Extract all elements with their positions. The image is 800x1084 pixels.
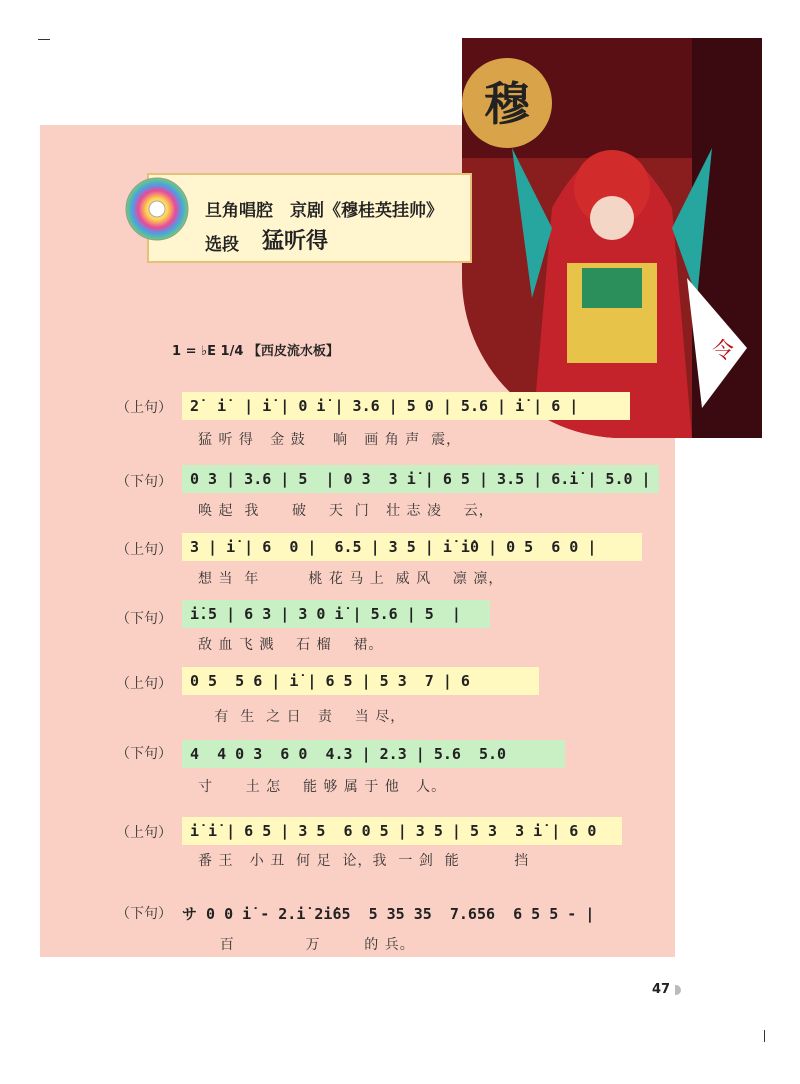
row-label: （下句） [116,746,172,762]
lyric-line: 寸 土 怎 能 够 属 于 他 人。 [198,779,447,795]
row-label: （上句） [116,400,172,416]
notation-bar: 3 | i̇ | 6 0 | 6.5 | 3 5 | i̇ i̇0 | 0 5 6 0 | [182,533,642,561]
lyric-line: 百 万 的 兵。 [198,937,415,953]
crop-mark [764,1030,765,1042]
opera-photo [462,38,762,438]
lyric-line: 有 生 之 日 责 当 尽， [198,709,406,725]
lyric-line: 唤 起 我 破 天 门 壮 志 凌 云， [198,503,494,519]
notation-bar: i̇ i̇ | 6 5 | 3 5 6 0 5 | 3 5 | 5 3 3 i̇ | 6 0 [182,817,622,845]
notation-bar: i̇.5 | 6 3 | 3 0 i̇ | 5.6 | 5 | [182,600,490,628]
key-signature: 1 = ♭E 1/4 【西皮流水板】 [172,344,339,359]
notation-bar: サ 0 0 i̇ - 2.i̇ 2i̇65 5 35 35 7.656 6 5 5 - | [182,905,595,923]
page-tab-icon [675,985,681,995]
title-prefix: 选段 [205,235,239,255]
notation-bar: 2̇ i̇ | i̇ | 0 i̇ | 3.6 | 5 0 | 5.6 | i̇ | 6 | [182,392,630,420]
song-title: 猛听得 [262,229,329,254]
row-label: （上句） [116,825,172,841]
lyric-line: 猛 听 得 金 鼓 响 画 角 声 震， [198,432,462,448]
crop-mark [38,39,50,40]
title-line1: 旦角唱腔 京剧《穆桂英挂帅》 [205,201,443,221]
row-label: （下句） [116,611,172,627]
notation-bar: 4 4 0 3 6 0 4.3 | 2.3 | 5.6 5.0 [182,740,565,768]
notation-bar: 0 3 | 3.6 | 5 | 0 3 3 i̇ | 6 5 | 3.5 | 6.i̇ | 5.0 | [182,465,659,493]
row-label: （下句） [116,474,172,490]
cd-icon [124,176,190,246]
lyric-line: 敌 血 飞 溅 石 榴 裙。 [198,637,384,653]
row-label: （上句） [116,676,172,692]
notation-bar: 0 5 5 6 | i̇ | 6 5 | 5 3 7 | 6 [182,667,539,695]
page-number [652,982,681,997]
row-label: （下句） [116,906,172,922]
flag-glyph: 令 [712,339,735,364]
lyric-line: 想 当 年 桃 花 马 上 威 风 凛 凛， [198,571,504,587]
sign-glyph: 穆 [484,77,530,131]
page-number-text: 47 [652,982,671,997]
lyric-line: 番 王 小 丑 何 足 论，我 一 剑 能 挡 [198,853,530,869]
row-label: （上句） [116,542,172,558]
